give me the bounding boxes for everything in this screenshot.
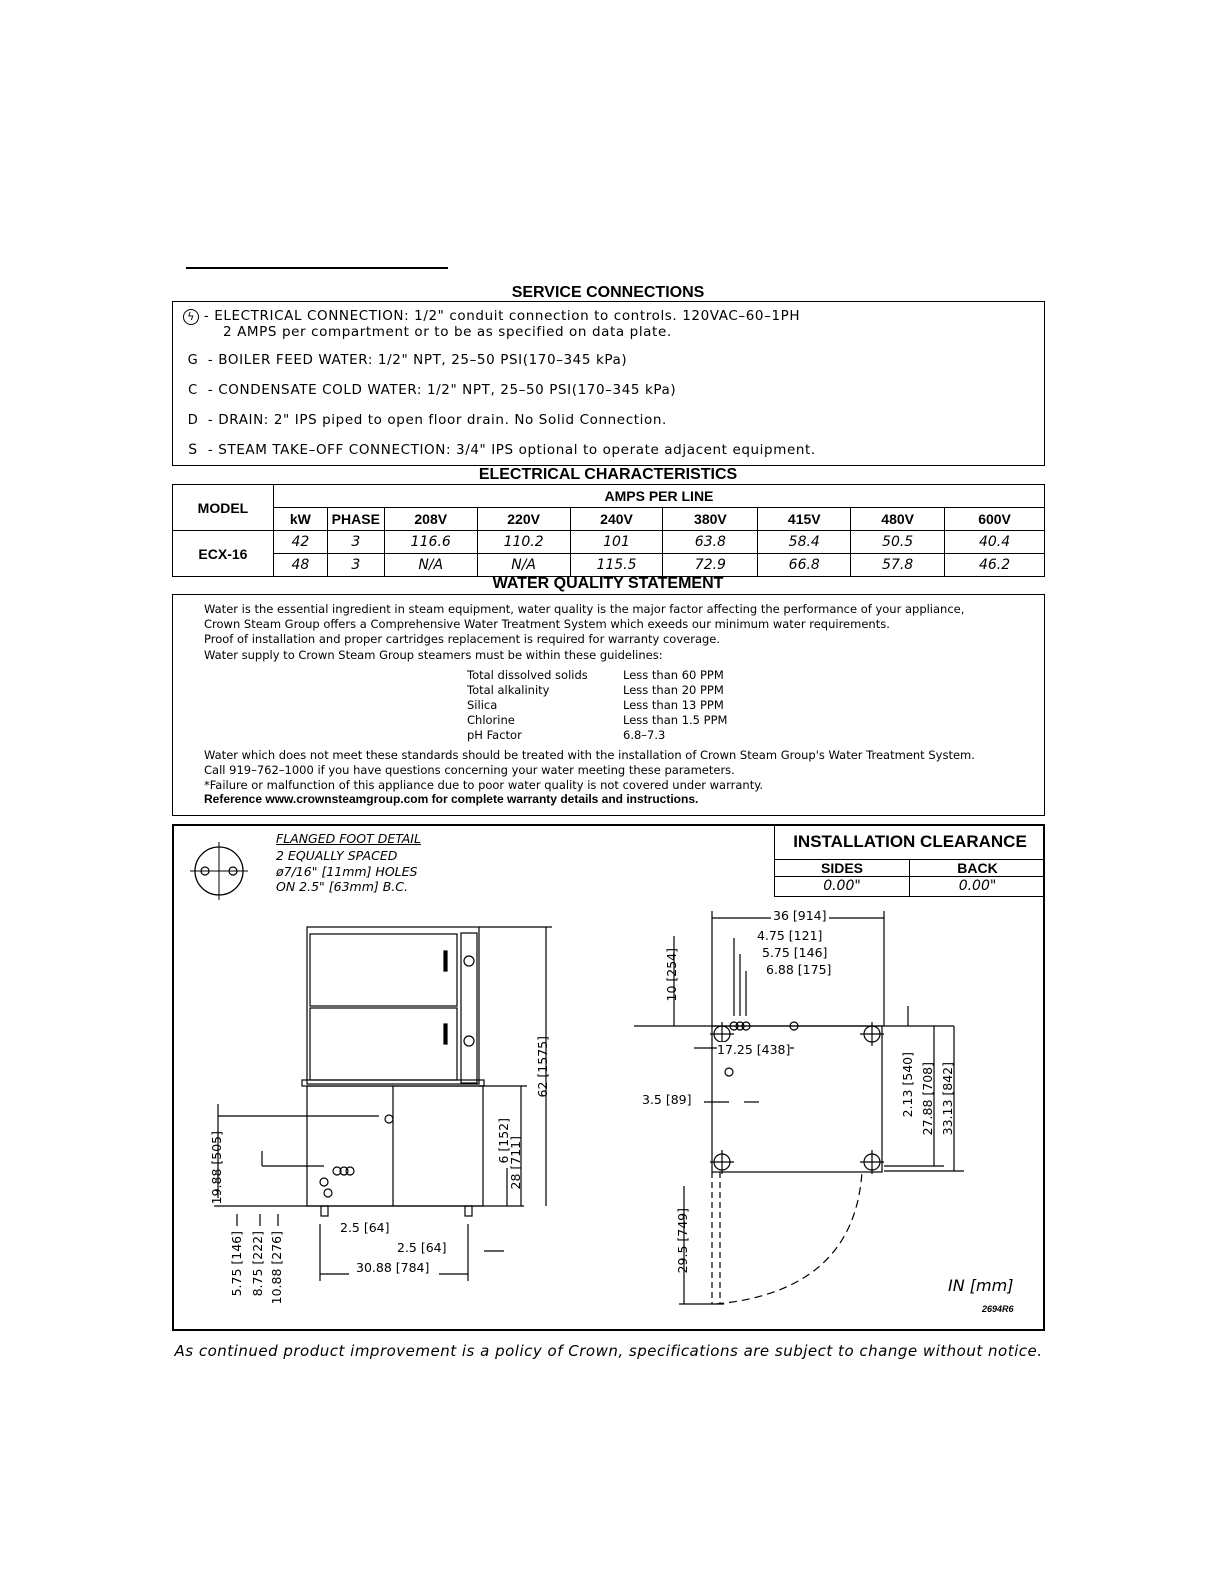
drawing-number: 2694R6 xyxy=(982,1304,1014,1314)
guideline-label: Total alkalinity xyxy=(467,683,550,697)
service-line-condensate: C - CONDENSATE COLD WATER: 1/2" NPT, 25–50 PSI(170–345 kPa) xyxy=(183,382,676,398)
boiler-water-icon: G xyxy=(187,353,199,368)
water-quality-title: WATER QUALITY STATEMENT xyxy=(492,575,724,592)
water-quality-box xyxy=(172,594,1045,816)
water-outro-2: *Failure or malfunction of this appliance due to poor water quality is not covered under warranty. xyxy=(204,778,764,792)
col-220v: 220V xyxy=(477,508,570,531)
foot-detail-line: ON 2.5" [63mm] B.C. xyxy=(276,879,409,894)
steam-icon: S xyxy=(188,442,198,458)
guideline-value: Less than 1.5 PPM xyxy=(623,713,728,727)
model-cell: ECX-16 xyxy=(173,531,274,577)
service-connections-title: SERVICE CONNECTIONS xyxy=(511,284,705,301)
dim-33-13: 33.13 [842] xyxy=(940,1062,955,1136)
foot-detail-line: ø7/16" [11mm] HOLES xyxy=(276,864,418,879)
cold-water-icon: C xyxy=(188,383,198,398)
foot-detail-title: FLANGED FOOT DETAIL xyxy=(276,831,421,846)
clearance-back-value: 0.00" xyxy=(958,878,997,894)
dim-62: 62 [1575] xyxy=(535,1036,550,1098)
service-line-steam: S - STEAM TAKE–OFF CONNECTION: 3/4" IPS optional to operate adjacent equipment. xyxy=(183,442,816,458)
water-outro-0: Water which does not meet these standards should be treated with the installation of Crown Steam Group's Water Treatment System. xyxy=(204,748,975,762)
table-row: ECX-16 42 3 116.6 110.2 101 63.8 58.4 50.5 40.4 xyxy=(173,531,1045,554)
dim-5-75: 5.75 [146] xyxy=(229,1231,244,1297)
dim-29-5: 29.5 [749] xyxy=(675,1208,690,1274)
dim-30-88: 30.88 [784] xyxy=(356,1260,430,1275)
dim-3-5: 3.5 [89] xyxy=(642,1092,692,1107)
col-480v: 480V xyxy=(851,508,945,531)
dim-28: 28 [711] xyxy=(508,1136,523,1190)
footer-disclaimer: As continued product improvement is a policy of Crown, specifications are subject to change without notice. xyxy=(174,1342,1043,1360)
water-intro-0: Water is the essential ingredient in steam equipment, water quality is the major factor affecting the performance of your appliance, xyxy=(204,602,965,616)
model-header: MODEL xyxy=(173,485,274,531)
dim-2-13: 2.13 [540] xyxy=(900,1052,915,1118)
col-600v: 600V xyxy=(945,508,1045,531)
water-reference: Reference www.crownsteamgroup.com for complete warranty details and instructions. xyxy=(204,792,699,806)
dim-6-88: 6.88 [175] xyxy=(766,962,832,977)
water-intro-1: Crown Steam Group offers a Comprehensive Water Treatment System which exeeds our minimum water requirements. xyxy=(204,617,890,631)
guideline-label: Chlorine xyxy=(467,713,515,727)
drain-icon: D xyxy=(187,413,199,428)
amps-header: AMPS PER LINE xyxy=(273,485,1044,508)
clearance-title: INSTALLATION CLEARANCE xyxy=(793,832,1027,851)
electrical-icon: ϟ xyxy=(183,309,199,325)
col-208v: 208V xyxy=(384,508,477,531)
guideline-value: Less than 13 PPM xyxy=(623,698,724,712)
dim-17-25: 17.25 [438] xyxy=(717,1042,791,1057)
dim-5-75-top: 5.75 [146] xyxy=(762,945,828,960)
dim-10-88: 10.88 [276] xyxy=(269,1231,284,1305)
electrical-table xyxy=(172,484,1045,577)
dim-36: 36 [914] xyxy=(773,908,827,923)
dim-19-88: 19.88 [505] xyxy=(209,1131,224,1205)
guideline-label: Total dissolved solids xyxy=(467,668,588,682)
installation-clearance xyxy=(774,826,1045,897)
dim-10: 10 [254] xyxy=(664,948,679,1002)
guideline-label: Silica xyxy=(467,698,498,712)
service-connections-box xyxy=(172,301,1045,466)
service-line-drain: D - DRAIN: 2" IPS piped to open floor drain. No Solid Connection. xyxy=(183,412,667,428)
clearance-back-header: BACK xyxy=(957,860,998,876)
water-intro-3: Water supply to Crown Steam Group steamers must be within these guidelines: xyxy=(204,648,663,662)
service-line-electrical: ϟ - ELECTRICAL CONNECTION: 1/2" conduit connection to controls. 120VAC–60–1PH xyxy=(183,308,800,325)
dim-27-88: 27.88 [708] xyxy=(920,1062,935,1136)
service-line-boiler: G - BOILER FEED WATER: 1/2" NPT, 25–50 PSI(170–345 kPa) xyxy=(183,352,627,368)
col-kw: kW xyxy=(273,508,327,531)
col-phase: PHASE xyxy=(327,508,384,531)
front-view-drawing xyxy=(174,826,654,1306)
foot-detail-line: 2 EQUALLY SPACED xyxy=(276,848,398,863)
clearance-sides-header: SIDES xyxy=(820,860,863,876)
dim-2-5-left: 2.5 [64] xyxy=(340,1220,390,1235)
service-line-electrical-cont: 2 AMPS per compartment or to be as specified on data plate. xyxy=(223,324,672,340)
top-rule xyxy=(186,267,448,269)
water-outro-1: Call 919–762–1000 if you have questions concerning your water meeting these parameters. xyxy=(204,763,735,777)
units-label: IN [mm] xyxy=(948,1276,1014,1295)
col-240v: 240V xyxy=(570,508,663,531)
guideline-value: Less than 60 PPM xyxy=(623,668,724,682)
drawing-box xyxy=(172,824,1045,1331)
clearance-sides-value: 0.00" xyxy=(823,878,861,894)
water-intro-2: Proof of installation and proper cartridges replacement is required for warranty coverage. xyxy=(204,632,721,646)
electrical-title: ELECTRICAL CHARACTERISTICS xyxy=(478,466,738,483)
col-415v: 415V xyxy=(758,508,851,531)
dim-4-75: 4.75 [121] xyxy=(757,928,823,943)
table-row: 48 3 N/A N/A 115.5 72.9 66.8 57.8 46.2 xyxy=(173,554,1045,577)
dim-2-5-right: 2.5 [64] xyxy=(397,1240,447,1255)
col-380v: 380V xyxy=(663,508,758,531)
guideline-value: 6.8–7.3 xyxy=(623,728,666,742)
guideline-value: Less than 20 PPM xyxy=(623,683,724,697)
guideline-label: pH Factor xyxy=(467,728,522,742)
dim-8-75: 8.75 [222] xyxy=(250,1231,265,1297)
dim-6: 6 [152] xyxy=(496,1118,511,1164)
